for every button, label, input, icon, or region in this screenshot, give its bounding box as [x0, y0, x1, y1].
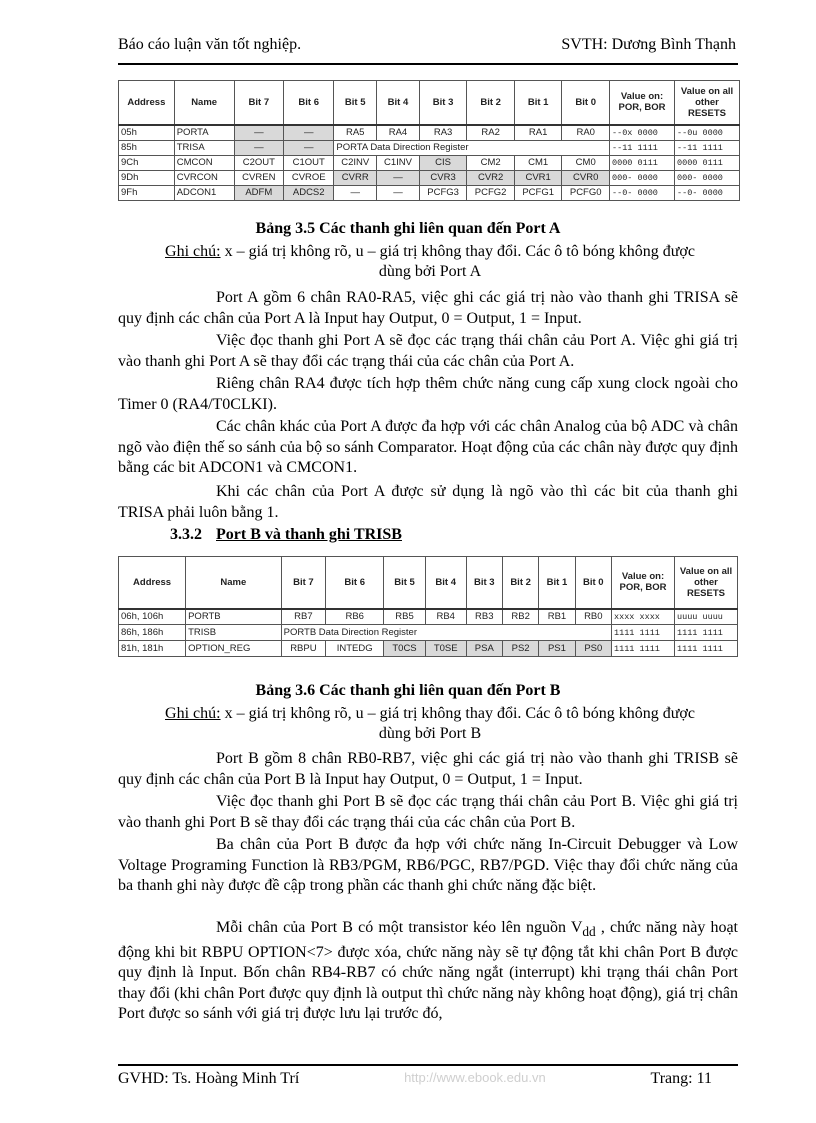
cell: C2OUT — [234, 155, 284, 170]
cell: 9Ch — [119, 155, 175, 170]
cell: 06h, 106h — [119, 609, 186, 625]
cell: --0- 0000 — [610, 185, 675, 200]
cell: RB1 — [539, 609, 575, 625]
cell: — — [334, 185, 377, 200]
cell: C1OUT — [284, 155, 334, 170]
cell: 0000 0111 — [610, 155, 675, 170]
col-header: Bit 1 — [514, 81, 562, 125]
cell: — — [284, 140, 334, 155]
paragraph-text: Port A gồm 6 chân RA0-RA5, việc ghi các giá trị nào vào thanh ghi TRISA sẽ quy định các chân của Port A là Input hay Output, 0 = Output, 1 = Input. — [118, 289, 738, 327]
page-header — [118, 36, 736, 62]
cell: — — [377, 185, 420, 200]
paragraph — [118, 331, 738, 372]
cell: CM1 — [514, 155, 562, 170]
cell: C2INV — [334, 155, 377, 170]
cell: 0000 0111 — [675, 155, 740, 170]
paragraph — [118, 374, 738, 415]
cell: --0x 0000 — [610, 125, 675, 141]
table-row — [119, 625, 738, 641]
cell: --11 1111 — [610, 140, 675, 155]
cell: TRISA — [174, 140, 234, 155]
cell: 1111 1111 — [675, 641, 738, 657]
table-port-a — [118, 80, 740, 201]
cell: xxxx xxxx — [612, 609, 675, 625]
cell: CVR3 — [419, 170, 467, 185]
paragraph-text: Ba chân của Port B được đa hợp với chức năng In-Circuit Debugger và Low Voltage Programing Function là RB3/PGM, RB6/PGC, RB7/PGD. Việc thay đổi chức năng của ba thanh ghi này được đề cập trong phần các thanh ghi chức năng đặc biệt. — [118, 836, 738, 894]
col-header: Bit 0 — [575, 557, 611, 609]
cell: RA4 — [377, 125, 420, 141]
section-number: 3.3.2 — [170, 526, 202, 543]
cell: ADCON1 — [174, 185, 234, 200]
cell: PS0 — [575, 641, 611, 657]
cell: 1111 1111 — [612, 625, 675, 641]
cell: PORTA Data Direction Register — [334, 140, 610, 155]
col-header: Bit 4 — [425, 557, 466, 609]
cell: PORTB — [186, 609, 282, 625]
col-header: Address — [119, 81, 175, 125]
cell: RB4 — [425, 609, 466, 625]
cell: — — [284, 125, 334, 141]
paragraph — [118, 417, 738, 479]
paragraph — [118, 749, 738, 790]
col-header: Bit 6 — [284, 81, 334, 125]
col-header: Name — [174, 81, 234, 125]
col-header: Address — [119, 557, 186, 609]
col-header: Bit 3 — [419, 81, 467, 125]
cell: CVR0 — [562, 170, 610, 185]
paragraph-text: Việc đọc thanh ghi Port B sẽ đọc các trạng thái chân cảu Port B. Việc ghi giá trị vào thanh ghi Port B sẽ thay đổi các trạng thái của các chân của Port B. — [118, 793, 738, 831]
cell: RB0 — [575, 609, 611, 625]
cell: — — [377, 170, 420, 185]
cell: PCFG3 — [419, 185, 467, 200]
col-header: Bit 2 — [467, 81, 515, 125]
section-title: Port B và thanh ghi TRISB — [216, 526, 402, 543]
cell: --0- 0000 — [675, 185, 740, 200]
cell: RBPU — [281, 641, 326, 657]
paragraph — [118, 482, 738, 523]
cell: ADCS2 — [284, 185, 334, 200]
col-header: Bit 6 — [326, 557, 384, 609]
header-right: SVTH: Dương Bình Thạnh — [561, 36, 736, 53]
note-b — [160, 704, 700, 744]
paragraph — [118, 792, 738, 833]
col-header: Bit 7 — [234, 81, 284, 125]
cell: 000- 0000 — [675, 170, 740, 185]
cell: RB7 — [281, 609, 326, 625]
cell: RA3 — [419, 125, 467, 141]
table-caption-b: Bảng 3.6 Các thanh ghi liên quan đến Port B — [255, 682, 561, 699]
cell: 86h, 186h — [119, 625, 186, 641]
cell: PORTA — [174, 125, 234, 141]
footer-rule — [118, 1064, 738, 1066]
cell: — — [234, 125, 284, 141]
cell: RB6 — [326, 609, 384, 625]
table-row — [119, 125, 740, 141]
table-port-b — [118, 556, 738, 657]
cell: ADFM — [234, 185, 284, 200]
cell: OPTION_REG — [186, 641, 282, 657]
note-text: x – giá trị không rõ, u – giá trị không thay đổi. Các ô tô bóng không được dùng bởi Port B — [220, 705, 695, 742]
table-row — [119, 140, 740, 155]
cell: RA1 — [514, 125, 562, 141]
cell: RA0 — [562, 125, 610, 141]
cell: CVREN — [234, 170, 284, 185]
col-header: Bit 4 — [377, 81, 420, 125]
note-a — [160, 242, 700, 282]
page-footer — [118, 1070, 712, 1088]
cell: RA5 — [334, 125, 377, 141]
cell: PCFG1 — [514, 185, 562, 200]
table-row — [119, 609, 738, 625]
cell: CIS — [419, 155, 467, 170]
col-header: Value on all other RESETS — [675, 81, 740, 125]
cell: CM2 — [467, 155, 515, 170]
section-heading — [170, 526, 402, 544]
paragraph-text: Các chân khác của Port A được đa hợp với các chân Analog của bộ ADC và chân ngõ vào điện thế so sánh của bộ so sánh Comparator. Hoạt động của các chân này được quy định bằng các bit ADCON1 và CMCON1. — [118, 418, 738, 476]
cell: 1111 1111 — [612, 641, 675, 657]
note-label: Ghi chú: — [165, 243, 221, 260]
cell: PS1 — [539, 641, 575, 657]
note-text: x – giá trị không rõ, u – giá trị không thay đổi. Các ô tô bóng không được dùng bởi Port A — [220, 243, 695, 280]
footer-page-number: Trang: 11 — [650, 1070, 712, 1087]
cell: 1111 1111 — [675, 625, 738, 641]
paragraph-text: Port B gồm 8 chân RB0-RB7, việc ghi các giá trị nào vào thanh ghi TRISB sẽ quy định các chân của Port B là Input hay Output, 0 = Output, 1 = Input. — [118, 750, 738, 788]
cell: CMCON — [174, 155, 234, 170]
table-row — [119, 185, 740, 200]
header-left: Báo cáo luận văn tốt nghiệp. — [118, 36, 302, 53]
paragraph-text: Riêng chân RA4 được tích hợp thêm chức năng cung cấp xung clock ngoài cho Timer 0 (RA4/T0CLKI). — [118, 375, 738, 413]
col-header: Value on all other RESETS — [675, 557, 738, 609]
cell: PS2 — [502, 641, 538, 657]
col-header: Name — [186, 557, 282, 609]
cell: 85h — [119, 140, 175, 155]
cell: 9Dh — [119, 170, 175, 185]
col-header: Bit 5 — [334, 81, 377, 125]
cell: PORTB Data Direction Register — [281, 625, 611, 641]
col-header: Bit 2 — [502, 557, 538, 609]
cell: 000- 0000 — [610, 170, 675, 185]
cell: CVR1 — [514, 170, 562, 185]
cell: CVR2 — [467, 170, 515, 185]
cell: INTEDG — [326, 641, 384, 657]
paragraph-text: , chức năng này hoạt động khi bit RBPU OPTION<7> được xóa, chức năng này sẽ tự động tắt khi chân Port B được quy định là Input. Bốn chân RB4-RB7 có chức năng ngắt (interrupt) khi trạng thái chân Port thay đổi (khi chân Port được quy định là output thì chức năng này không hoạt động), giá trị chân Port được so sánh với giá trị được lưu lại trước đó, — [118, 919, 739, 1023]
cell: RB5 — [384, 609, 426, 625]
cell: 05h — [119, 125, 175, 141]
paragraph — [118, 835, 738, 897]
paragraph-text: Khi các chân của Port A được sử dụng là ngõ vào thì các bit của thanh ghi TRISA phải luôn bằng 1. — [118, 483, 738, 521]
cell: --0u 0000 — [675, 125, 740, 141]
col-header: Bit 0 — [562, 81, 610, 125]
cell: RB2 — [502, 609, 538, 625]
subscript: dd — [582, 924, 596, 940]
header-rule — [118, 63, 738, 65]
paragraph — [118, 288, 738, 329]
paragraph — [118, 918, 738, 1025]
col-header: Bit 1 — [539, 557, 575, 609]
cell: PSA — [466, 641, 502, 657]
cell: CVRR — [334, 170, 377, 185]
cell: T0SE — [425, 641, 466, 657]
cell: C1INV — [377, 155, 420, 170]
cell: CM0 — [562, 155, 610, 170]
paragraph-text: Mỗi chân của Port B có một transistor kéo lên nguồn V — [216, 919, 583, 936]
paragraph-text: Việc đọc thanh ghi Port A sẽ đọc các trạng thái chân cảu Port A. Việc ghi giá trị vào thanh ghi Port A sẽ thay đổi các trạng thái của các chân của Port A. — [118, 332, 738, 370]
note-label: Ghi chú: — [165, 705, 221, 722]
table-caption-a: Bảng 3.5 Các thanh ghi liên quan đến Port A — [255, 220, 561, 237]
cell: — — [234, 140, 284, 155]
footer-left: GVHD: Ts. Hoàng Minh Trí — [118, 1070, 300, 1087]
table-row — [119, 170, 740, 185]
cell: RA2 — [467, 125, 515, 141]
table-row — [119, 641, 738, 657]
col-header: Value on: POR, BOR — [610, 81, 675, 125]
cell: CVROE — [284, 170, 334, 185]
cell: 81h, 181h — [119, 641, 186, 657]
cell: T0CS — [384, 641, 426, 657]
cell: RB3 — [466, 609, 502, 625]
col-header: Value on: POR, BOR — [612, 557, 675, 609]
cell: CVRCON — [174, 170, 234, 185]
cell: PCFG0 — [562, 185, 610, 200]
cell: 9Fh — [119, 185, 175, 200]
cell: PCFG2 — [467, 185, 515, 200]
table-row — [119, 155, 740, 170]
footer-watermark[interactable]: http://www.ebook.edu.vn — [404, 1070, 546, 1085]
col-header: Bit 3 — [466, 557, 502, 609]
cell: uuuu uuuu — [675, 609, 738, 625]
cell: --11 1111 — [675, 140, 740, 155]
col-header: Bit 7 — [281, 557, 326, 609]
col-header: Bit 5 — [384, 557, 426, 609]
cell: TRISB — [186, 625, 282, 641]
